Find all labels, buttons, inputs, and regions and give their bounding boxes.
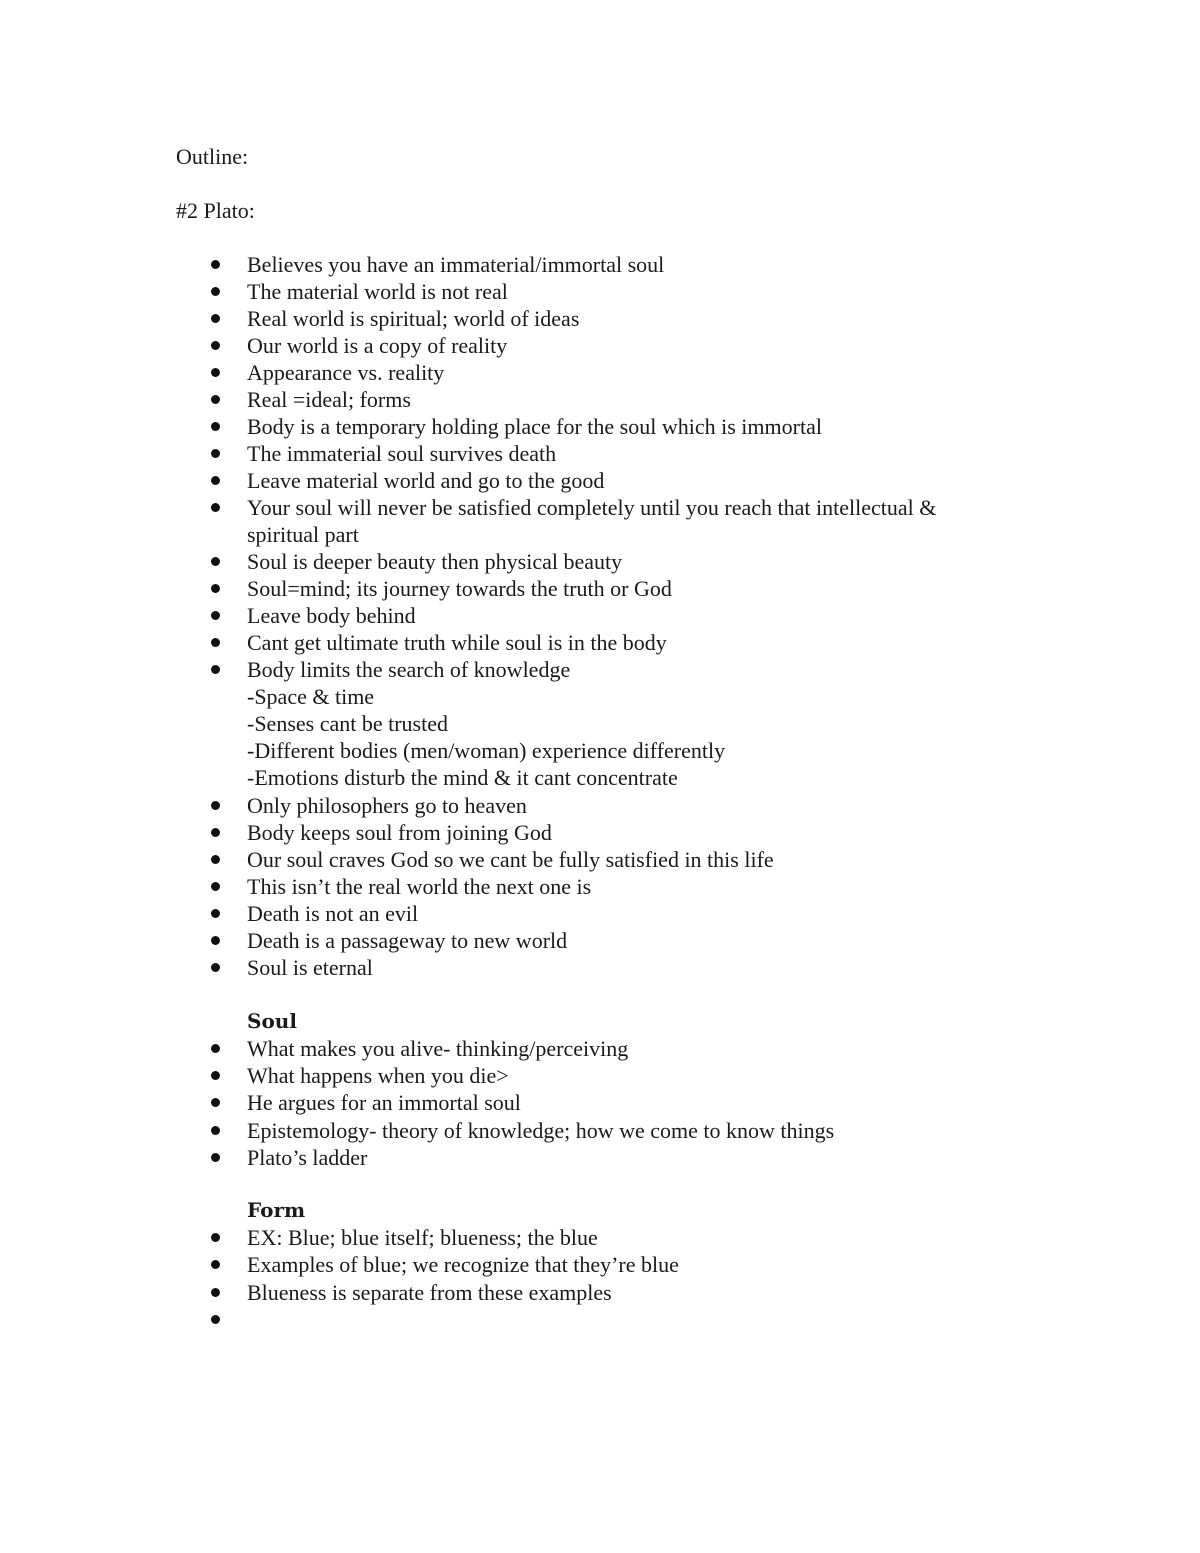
list-item: Examples of blue; we recognize that they’re blue <box>0 1251 1200 1278</box>
bullet-icon <box>211 314 220 323</box>
sub-item: -Space & time <box>247 684 375 709</box>
list-item: Cant get ultimate truth while soul is in the body <box>0 629 1200 656</box>
bullet-icon <box>211 828 220 837</box>
bullet-icon <box>211 503 220 512</box>
bullet-icon <box>211 395 220 404</box>
bullet-icon <box>211 260 220 269</box>
form-heading-line <box>0 1197 1200 1224</box>
bullet-icon <box>211 287 220 296</box>
list-item: Leave body behind <box>0 602 1200 629</box>
bullet-icon <box>211 341 220 350</box>
bullet-icon <box>211 963 220 972</box>
bullet-icon <box>211 1288 220 1297</box>
list-item-continuation: spiritual part <box>247 522 359 547</box>
outline-title: Outline: <box>176 144 249 169</box>
list-item: Soul is eternal <box>0 954 1200 981</box>
plato-subtitle: #2 Plato: <box>176 198 255 223</box>
bullet-icon <box>211 1044 220 1053</box>
soul-heading-line <box>0 1008 1200 1035</box>
bullet-icon <box>211 801 220 810</box>
list-item: Only philosophers go to heaven <box>0 792 1200 819</box>
sub-item: -Emotions disturb the mind & it cant concentrate <box>247 765 678 790</box>
bullet-icon <box>211 1233 220 1242</box>
list-item: The material world is not real <box>0 278 1200 305</box>
bullet-icon <box>211 1071 220 1080</box>
bullet-icon <box>211 909 220 918</box>
bullet-icon <box>211 936 220 945</box>
list-item: Epistemology- theory of knowledge; how we come to know things <box>0 1117 1200 1144</box>
bullet-icon <box>211 1126 220 1135</box>
list-item: Plato’s ladder <box>0 1144 1200 1171</box>
bullet-icon <box>211 368 220 377</box>
soul-heading: Soul <box>247 1009 297 1033</box>
bullet-icon <box>211 557 220 566</box>
list-item: This isn’t the real world the next one is <box>0 873 1200 900</box>
bullet-icon <box>211 665 220 674</box>
bullet-icon <box>211 638 220 647</box>
plato-subtitle-line <box>0 197 1200 224</box>
bullet-icon <box>211 1315 220 1324</box>
list-item: Soul=mind; its journey towards the truth or God <box>0 575 1200 602</box>
list-item: Body keeps soul from joining God <box>0 819 1200 846</box>
list-item: Body limits the search of knowledge <box>0 656 1200 683</box>
list-item: What makes you alive- thinking/perceiving <box>0 1035 1200 1062</box>
bullet-icon <box>211 422 220 431</box>
list-item: Our world is a copy of reality <box>0 332 1200 359</box>
list-item: Real =ideal; forms <box>0 386 1200 413</box>
list-item: Body is a temporary holding place for the soul which is immortal <box>0 413 1200 440</box>
bullet-icon <box>211 611 220 620</box>
bullet-icon <box>211 1153 220 1162</box>
bullet-icon <box>211 1260 220 1269</box>
bullet-icon <box>211 584 220 593</box>
list-item: Your soul will never be satisfied completely until you reach that intellectual & <box>0 494 1200 521</box>
list-item: He argues for an immortal soul <box>0 1089 1200 1116</box>
list-item: Believes you have an immaterial/immortal soul <box>0 251 1200 278</box>
list-item: What happens when you die> <box>0 1062 1200 1089</box>
sub-item: -Different bodies (men/woman) experience differently <box>247 738 726 763</box>
outline-title-line <box>0 143 1200 170</box>
list-item: Soul is deeper beauty then physical beauty <box>0 548 1200 575</box>
list-item: Real world is spiritual; world of ideas <box>0 305 1200 332</box>
bullet-icon <box>211 1098 220 1107</box>
bullet-icon <box>211 476 220 485</box>
list-item: Our soul craves God so we cant be fully satisfied in this life <box>0 846 1200 873</box>
list-item: Death is not an evil <box>0 900 1200 927</box>
bullet-icon <box>211 882 220 891</box>
list-item: Death is a passageway to new world <box>0 927 1200 954</box>
list-item <box>0 1306 1200 1333</box>
list-item: Appearance vs. reality <box>0 359 1200 386</box>
list-item: Leave material world and go to the good <box>0 467 1200 494</box>
form-heading: Form <box>247 1198 306 1222</box>
bullet-icon <box>211 449 220 458</box>
sub-item: -Senses cant be trusted <box>247 711 448 736</box>
list-item: The immaterial soul survives death <box>0 440 1200 467</box>
list-item: EX: Blue; blue itself; blueness; the blue <box>0 1224 1200 1251</box>
list-item: Blueness is separate from these examples <box>0 1279 1200 1306</box>
bullet-icon <box>211 855 220 864</box>
